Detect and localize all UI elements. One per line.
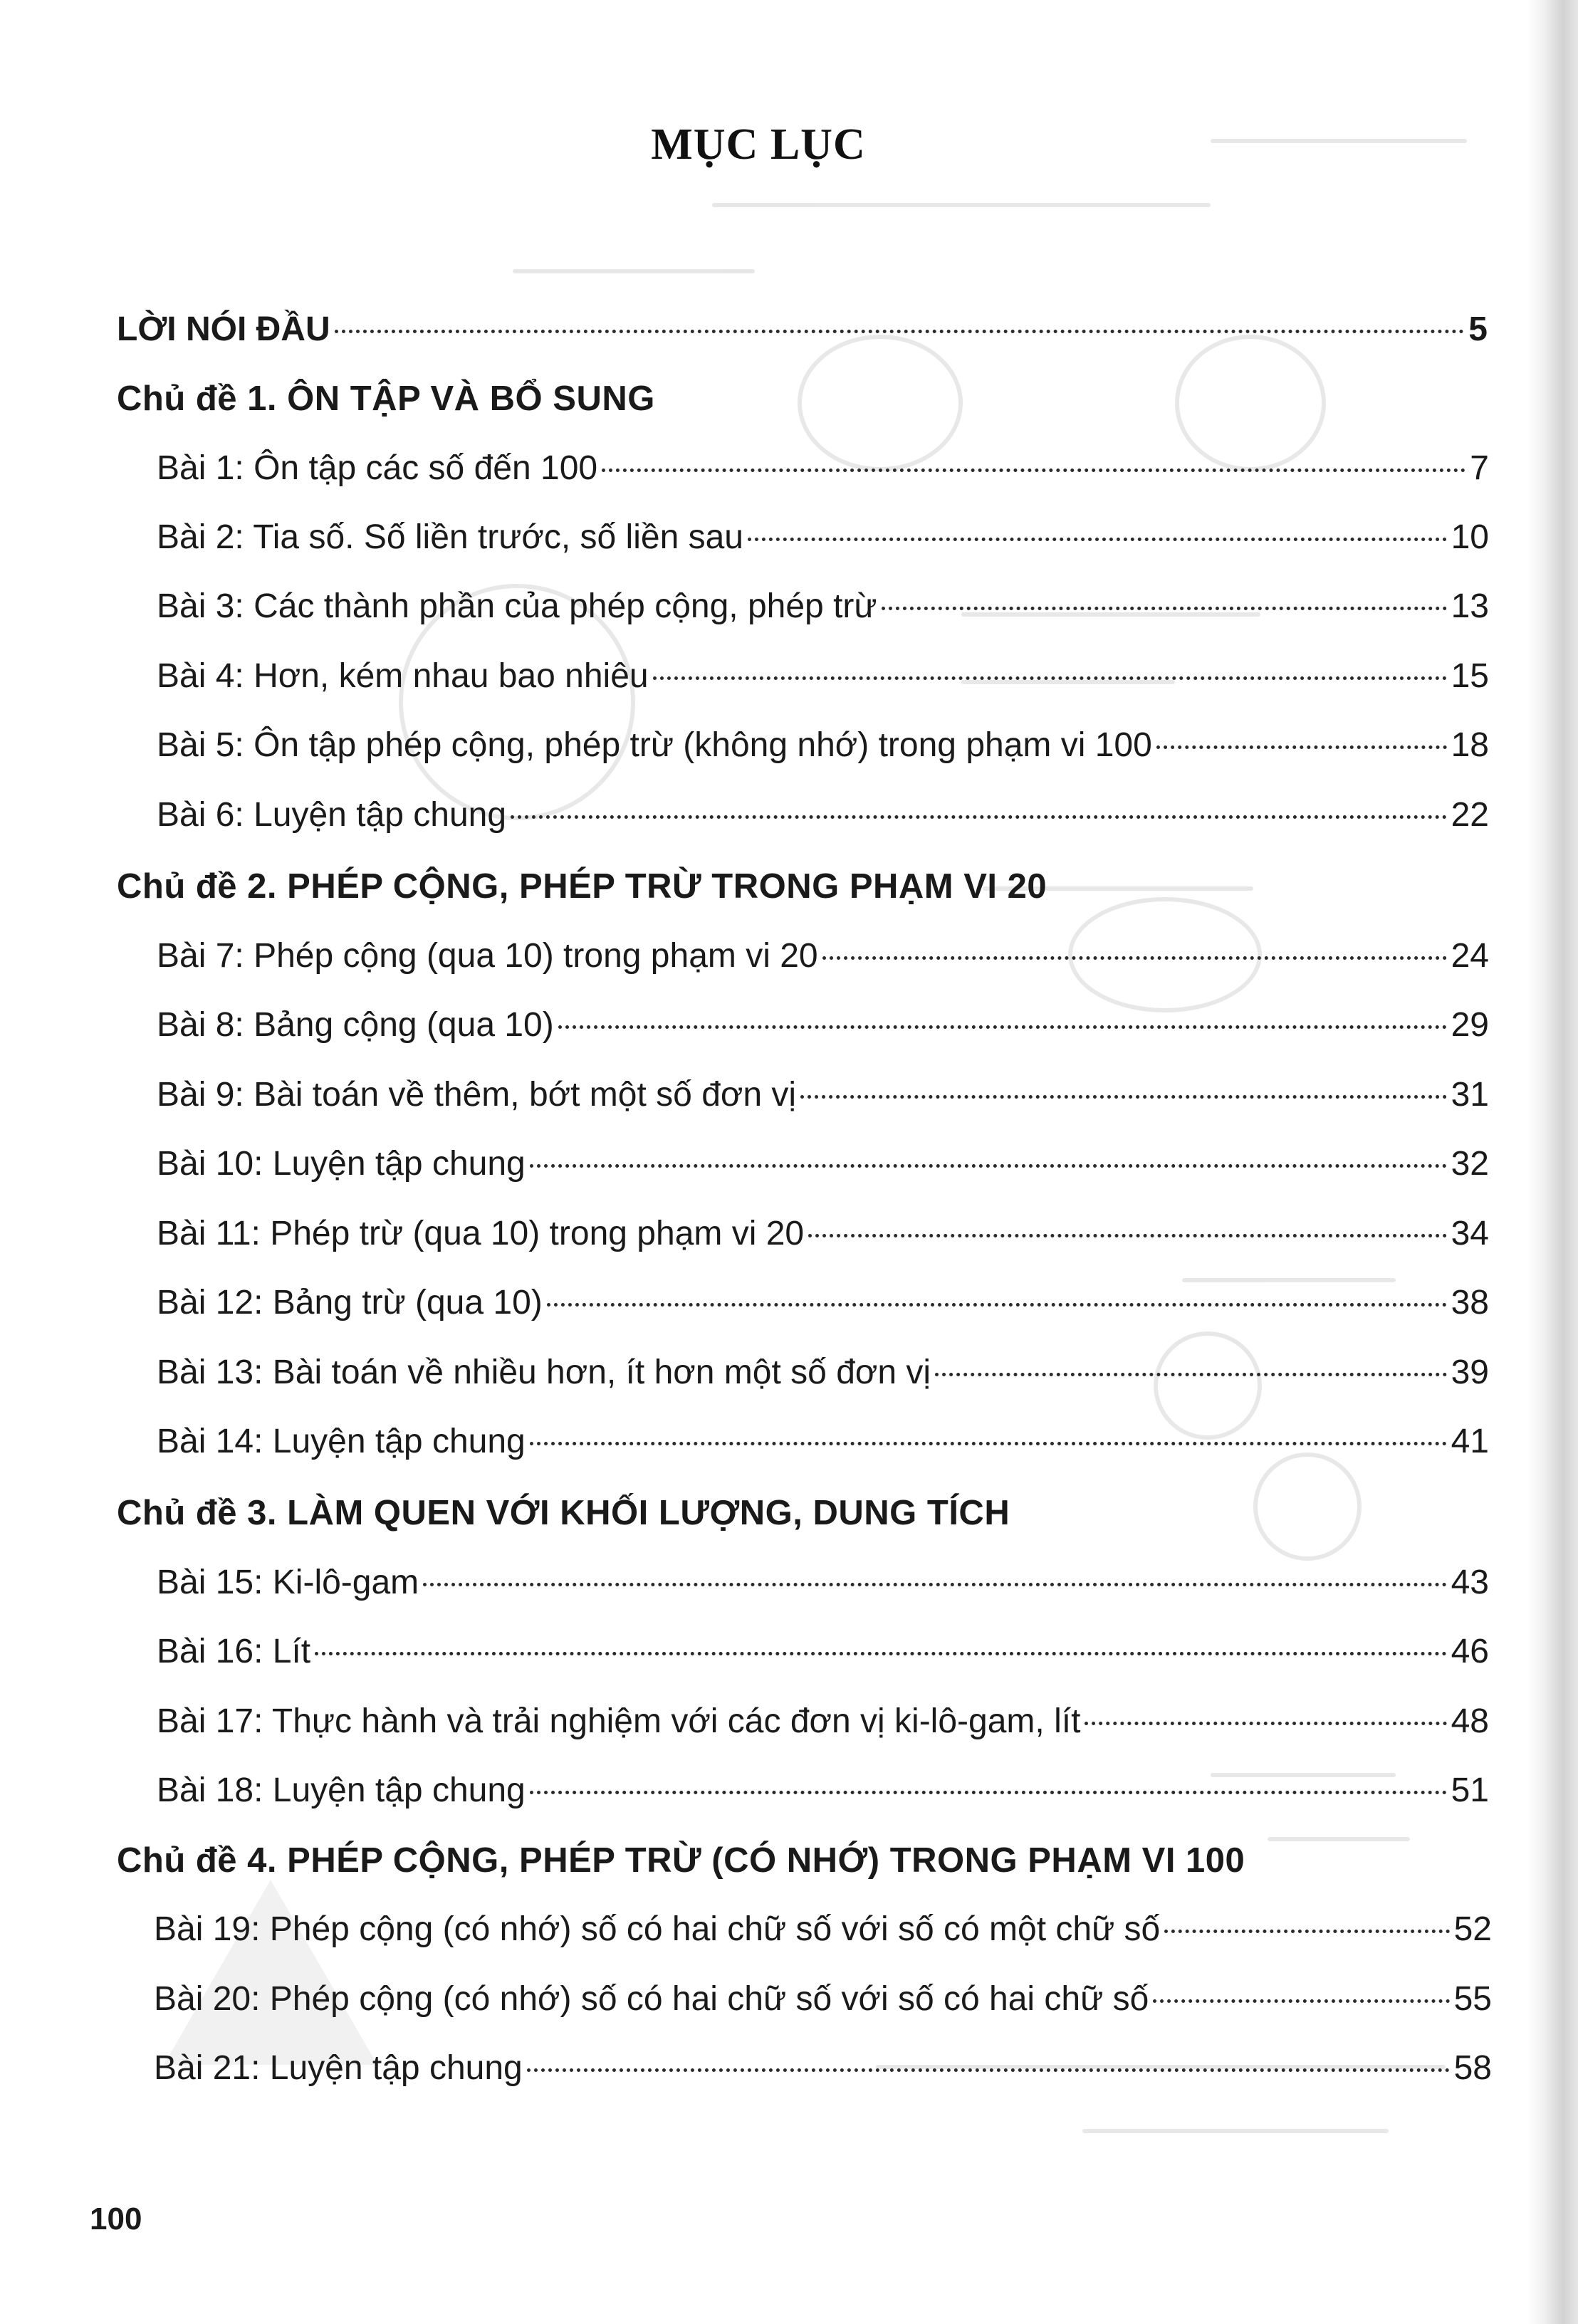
dot-leader: [558, 1025, 1447, 1029]
toc-entry-label: Bài 2: Tia số. Số liền trước, số liền sau: [157, 518, 743, 556]
toc-entry-page: 55: [1453, 1980, 1492, 2018]
toc-entry-page: 29: [1451, 1006, 1489, 1044]
toc-entry-page: 48: [1451, 1702, 1489, 1740]
toc-entry: [157, 655, 1489, 698]
dot-leader: [808, 1234, 1447, 1237]
toc-entry-page: 51: [1451, 1771, 1489, 1809]
toc-entry: [157, 447, 1489, 490]
dot-leader: [748, 538, 1447, 541]
toc-entry-label: Bài 15: Ki-lô-gam: [157, 1564, 419, 1601]
toc-entry-label: Bài 8: Bảng cộng (qua 10): [157, 1006, 554, 1044]
toc-entry: [157, 1631, 1489, 1673]
toc-entry-label: Bài 19: Phép cộng (có nhớ) số có hai chữ số với số có một chữ số: [154, 1910, 1161, 1948]
topic-heading-1: Chủ đề 1. ÔN TẬP VÀ BỔ SUNG: [117, 380, 655, 418]
dot-leader: [602, 469, 1465, 472]
toc-entry-label: LỜI NÓI ĐẦU: [117, 310, 330, 348]
topic-heading-3: Chủ đề 3. LÀM QUEN VỚI KHỐI LƯỢNG, DUNG TÍCH: [117, 1494, 1010, 1532]
toc-entry-label: Bài 1: Ôn tập các số đến 100: [157, 449, 598, 487]
toc-entry: [157, 1769, 1489, 1812]
toc-entry-page: 38: [1451, 1284, 1489, 1321]
toc-entry-label: Bài 16: Lít: [157, 1633, 311, 1670]
toc-entry-preface: [117, 308, 1488, 351]
dot-leader: [511, 815, 1447, 819]
toc-entry-label: Bài 13: Bài toán về nhiều hơn, ít hơn một số đơn vị: [157, 1354, 931, 1391]
toc-entry: [157, 1074, 1489, 1116]
toc-entry-label: Bài 20: Phép cộng (có nhớ) số có hai chữ số với số có hai chữ số: [154, 1980, 1149, 2018]
toc-entry: [157, 1561, 1489, 1604]
toc-entry-page: 22: [1451, 796, 1489, 834]
toc-entry-label: Bài 4: Hơn, kém nhau bao nhiêu: [157, 657, 649, 695]
toc-entry-label: Bài 14: Luyện tập chung: [157, 1423, 526, 1460]
dot-leader: [527, 2068, 1450, 2072]
topic-heading-4: Chủ đề 4. PHÉP CỘNG, PHÉP TRỪ (CÓ NHỚ) TRONG PHẠM VI 100: [117, 1841, 1245, 1880]
toc-entry-page: 58: [1453, 2049, 1492, 2087]
toc-entry-label: Bài 18: Luyện tập chung: [157, 1771, 526, 1809]
dot-leader: [423, 1583, 1446, 1586]
toc-entry-page: 18: [1451, 726, 1489, 764]
toc-entry: [154, 1978, 1492, 2021]
toc-entry: [157, 1420, 1489, 1463]
toc-entry-page: 5: [1468, 310, 1488, 348]
toc-entry-page: 52: [1453, 1910, 1492, 1948]
toc-entry-label: Bài 17: Thực hành và trải nghiệm với các đơn vị ki-lô-gam, lít: [157, 1702, 1081, 1740]
toc-entry: [157, 794, 1489, 837]
toc-entry: [154, 1908, 1492, 1951]
dot-leader: [1085, 1722, 1446, 1725]
dot-leader: [1153, 1999, 1449, 2003]
toc-entry: [157, 1143, 1489, 1185]
toc-entry: [157, 516, 1489, 559]
toc-entry-page: 43: [1451, 1564, 1489, 1601]
toc-entry-page: 46: [1451, 1633, 1489, 1670]
page-title: MỤC LỤC: [651, 120, 866, 169]
dot-leader: [530, 1442, 1447, 1445]
dot-leader: [1164, 1930, 1449, 1933]
toc-entry-page: 39: [1451, 1354, 1489, 1391]
dot-leader: [653, 676, 1447, 680]
toc-entry: [157, 1213, 1489, 1255]
toc-entry-label: Bài 3: Các thành phần của phép cộng, phép trừ: [157, 587, 877, 625]
toc-entry-page: 7: [1470, 449, 1489, 487]
toc-entry: [157, 1282, 1489, 1324]
dot-leader: [822, 956, 1447, 960]
dot-leader: [1156, 745, 1447, 749]
toc-entry: [157, 585, 1489, 628]
toc-entry-label: Bài 5: Ôn tập phép cộng, phép trừ (không nhớ) trong phạm vi 100: [157, 726, 1152, 764]
toc-entry-page: 34: [1451, 1215, 1489, 1252]
toc-entry-label: Bài 9: Bài toán về thêm, bớt một số đơn vị: [157, 1076, 797, 1114]
page-edge-shadow: [1528, 0, 1578, 2324]
dot-leader: [800, 1095, 1447, 1099]
toc-entry-page: 13: [1451, 587, 1489, 625]
toc-entry: [157, 1351, 1489, 1394]
toc-entry-page: 10: [1451, 518, 1489, 556]
dot-leader: [882, 607, 1447, 610]
dot-leader: [530, 1791, 1447, 1794]
toc-entry-page: 24: [1451, 937, 1489, 975]
toc-entry-page: 32: [1451, 1145, 1489, 1183]
dot-leader: [315, 1652, 1446, 1655]
toc-entry-page: 41: [1451, 1423, 1489, 1460]
dot-leader: [530, 1164, 1447, 1168]
dot-leader: [547, 1303, 1447, 1307]
toc-entry-label: Bài 21: Luyện tập chung: [154, 2049, 523, 2087]
toc-entry: [154, 2047, 1492, 2090]
dot-leader: [335, 330, 1465, 333]
dot-leader: [935, 1373, 1447, 1376]
toc-entry: [157, 935, 1489, 978]
toc-entry-label: Bài 6: Luyện tập chung: [157, 796, 507, 834]
toc-entry-label: Bài 10: Luyện tập chung: [157, 1145, 526, 1183]
toc-entry: [157, 1700, 1489, 1743]
toc-entry-label: Bài 11: Phép trừ (qua 10) trong phạm vi 20: [157, 1215, 805, 1252]
toc-entry: [157, 724, 1489, 767]
toc-entry-page: 31: [1451, 1076, 1489, 1114]
topic-heading-2: Chủ đề 2. PHÉP CỘNG, PHÉP TRỪ TRONG PHẠM VI 20: [117, 867, 1047, 906]
toc-entry-label: Bài 12: Bảng trừ (qua 10): [157, 1284, 543, 1321]
toc-entry: [157, 1004, 1489, 1047]
toc-entry-page: 15: [1451, 657, 1489, 695]
page-number: 100: [90, 2202, 142, 2236]
toc-entry-label: Bài 7: Phép cộng (qua 10) trong phạm vi 20: [157, 937, 818, 975]
